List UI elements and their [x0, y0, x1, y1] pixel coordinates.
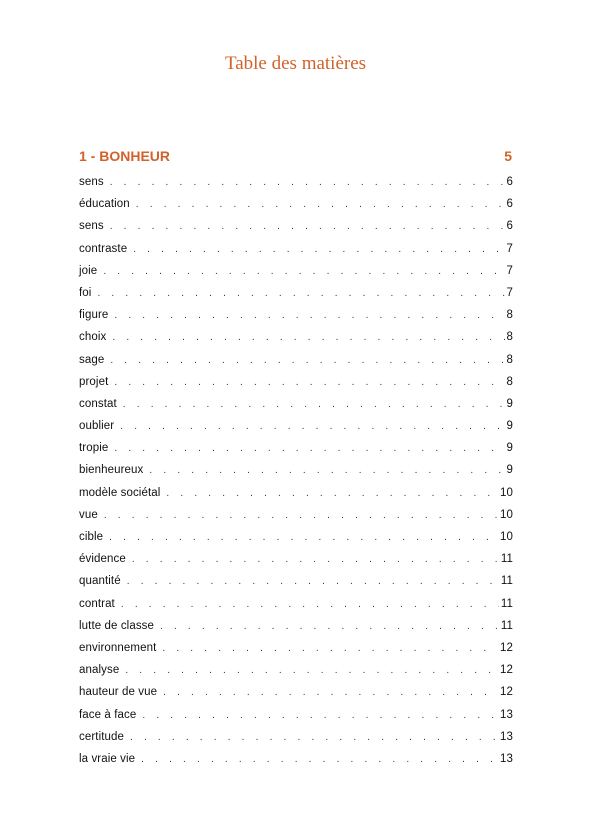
dot-leader	[162, 643, 498, 654]
toc-entry-page: 12	[500, 686, 513, 699]
toc-entry[interactable]	[79, 309, 513, 331]
toc-entry-label: figure	[79, 309, 109, 322]
toc-entry[interactable]	[79, 731, 513, 753]
chapter-heading[interactable]	[79, 147, 512, 165]
dot-leader	[112, 332, 504, 343]
toc-entry[interactable]	[79, 664, 513, 686]
dot-leader	[114, 310, 504, 321]
toc-entry-page: 11	[500, 597, 513, 610]
toc-entry-label: bienheureux	[79, 464, 144, 477]
toc-entry-label: contrat	[79, 597, 115, 610]
toc-entry-label: quantité	[79, 575, 121, 588]
toc-entry-label: foi	[79, 286, 92, 299]
dot-leader	[103, 266, 504, 277]
toc-entry[interactable]	[79, 420, 513, 442]
dot-leader	[149, 465, 504, 476]
toc-entry-page: 8	[506, 331, 513, 344]
toc-entry-label: contraste	[79, 242, 128, 255]
dot-leader	[163, 687, 498, 698]
dot-leader	[136, 199, 505, 210]
toc-entry-page: 6	[506, 198, 513, 211]
toc-entry-page: 7	[506, 264, 513, 277]
toc-entry[interactable]	[79, 176, 513, 198]
toc-entry-page: 7	[506, 286, 513, 299]
toc-entry-label: vue	[79, 508, 98, 521]
toc-entry[interactable]	[79, 398, 513, 420]
toc-entry[interactable]	[79, 464, 513, 486]
toc-entry-label: environnement	[79, 641, 157, 654]
toc-entry[interactable]	[79, 753, 513, 775]
toc-entry[interactable]	[79, 243, 513, 265]
toc-entry-page: 13	[500, 730, 513, 743]
toc-entry[interactable]	[79, 487, 513, 509]
toc-entry-label: joie	[79, 264, 98, 277]
toc-entry[interactable]	[79, 442, 513, 464]
dot-leader	[132, 554, 499, 565]
toc-entry[interactable]	[79, 531, 513, 553]
toc-entry-list	[79, 176, 513, 775]
toc-entry-label: projet	[79, 375, 109, 388]
toc-entry-page: 13	[500, 752, 513, 765]
dot-leader	[125, 665, 498, 676]
dot-leader	[97, 288, 504, 299]
toc-entry-page: 9	[506, 442, 513, 455]
toc-entry-page: 10	[500, 486, 513, 499]
toc-entry-label: sens	[79, 220, 104, 233]
dot-leader	[110, 177, 505, 188]
toc-entry[interactable]	[79, 331, 513, 353]
dot-leader	[123, 399, 505, 410]
toc-entry[interactable]	[79, 598, 513, 620]
toc-entry[interactable]	[79, 686, 513, 708]
dot-leader	[127, 576, 499, 587]
toc-entry-page: 10	[500, 531, 513, 543]
chapter-label: 1 - BONHEUR	[79, 148, 171, 164]
dot-leader	[109, 532, 498, 543]
toc-entry[interactable]	[79, 265, 513, 287]
toc-entry[interactable]	[79, 287, 513, 309]
toc-entry-label: lutte de classe	[79, 619, 155, 632]
dot-leader	[166, 488, 498, 499]
toc-entry[interactable]	[79, 620, 513, 642]
toc-entry-label: hauteur de vue	[79, 686, 158, 699]
toc-entry-page: 11	[500, 619, 513, 632]
toc-entry-page: 7	[506, 242, 513, 255]
dot-leader	[160, 621, 499, 632]
toc-entry[interactable]	[79, 553, 513, 575]
chapter-page-number: 5	[504, 148, 512, 164]
toc-entry-page: 8	[506, 353, 513, 366]
dot-leader	[121, 599, 499, 610]
toc-entry-label: constat	[79, 397, 117, 410]
toc-entry-label: cible	[79, 531, 104, 543]
dot-leader	[110, 221, 505, 232]
toc-entry-label: modèle sociétal	[79, 486, 161, 499]
toc-entry-label: certitude	[79, 730, 125, 743]
toc-entry-page: 9	[506, 397, 513, 410]
toc-entry-label: sens	[79, 176, 104, 188]
toc-entry-page: 6	[506, 220, 513, 233]
dot-leader	[114, 377, 504, 388]
toc-entry[interactable]	[79, 354, 513, 376]
toc-entry-label: analyse	[79, 664, 120, 677]
toc-entry-label: sage	[79, 353, 105, 366]
dot-leader	[110, 355, 504, 366]
dot-leader	[114, 443, 504, 454]
toc-entry-label: choix	[79, 331, 107, 344]
page-title: Table des matières	[224, 53, 367, 74]
dot-leader	[141, 754, 498, 765]
toc-entry-label: tropie	[79, 442, 109, 455]
toc-entry[interactable]	[79, 642, 513, 664]
toc-entry-page: 8	[506, 309, 513, 322]
toc-entry-page: 11	[500, 575, 513, 588]
dot-leader	[133, 244, 504, 255]
toc-entry-page: 6	[506, 176, 513, 188]
dot-leader	[142, 710, 498, 721]
toc-entry-page: 9	[506, 464, 513, 477]
toc-entry-label: évidence	[79, 553, 126, 566]
toc-entry-label: oublier	[79, 420, 115, 433]
toc-entry-page: 11	[500, 553, 513, 566]
toc-entry[interactable]	[79, 220, 513, 242]
toc-entry[interactable]	[79, 709, 513, 731]
dot-leader	[130, 732, 498, 743]
dot-leader	[120, 421, 504, 432]
toc-entry[interactable]	[79, 575, 513, 597]
toc-entry[interactable]	[79, 376, 513, 398]
toc-entry-label: la vraie vie	[79, 752, 136, 765]
toc-entry-page: 12	[500, 664, 513, 677]
toc-entry[interactable]	[79, 198, 513, 220]
toc-entry-page: 9	[506, 420, 513, 433]
toc-entry-page: 12	[500, 641, 513, 654]
toc-entry-page: 13	[500, 708, 513, 721]
toc-entry-label: éducation	[79, 198, 130, 211]
toc-entry-page: 10	[500, 508, 513, 521]
toc-entry[interactable]	[79, 509, 513, 531]
toc-entry-page: 8	[506, 375, 513, 388]
dot-leader	[104, 510, 498, 521]
toc-entry-label: face à face	[79, 708, 137, 721]
